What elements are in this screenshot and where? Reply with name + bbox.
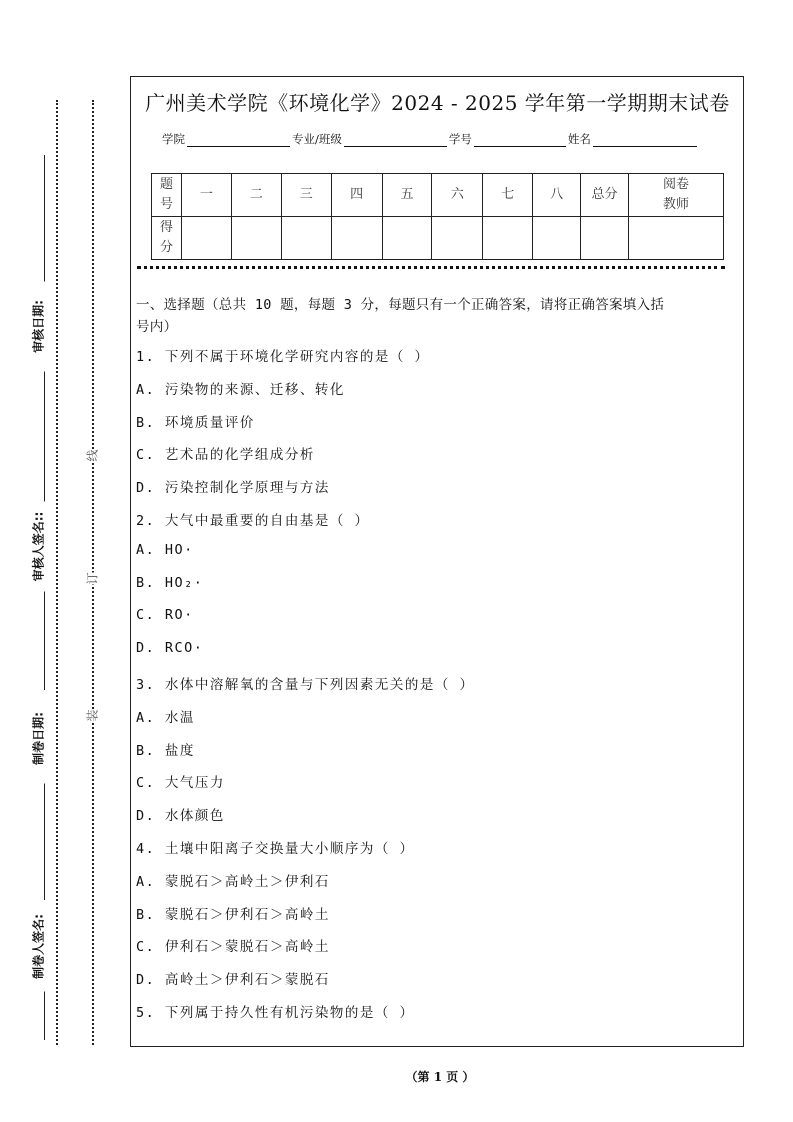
- col-header: 二: [231, 174, 281, 217]
- signature-line: [44, 155, 45, 290]
- answer-option: B. 蒙脱石＞伊利石＞高岭土: [136, 906, 330, 923]
- answer-option: C. 艺术品的化学组成分析: [136, 447, 315, 464]
- answer-option: C. 大气压力: [136, 775, 225, 792]
- col-header: 五: [382, 174, 432, 217]
- score-row: [152, 217, 724, 260]
- college-label: 学院: [162, 132, 185, 146]
- binding-mark-line: 线: [85, 449, 100, 462]
- score-table: [151, 173, 724, 260]
- binding-mark-bind: 装: [85, 709, 100, 722]
- review-date-label: 审核日期:: [30, 282, 47, 372]
- score-cell[interactable]: [281, 217, 331, 260]
- signature-line: [44, 775, 45, 900]
- student-info-row: [162, 131, 699, 147]
- college-field[interactable]: [187, 132, 290, 147]
- binding-dotted-line-outer: [56, 100, 58, 1045]
- dotted-separator: [137, 266, 725, 269]
- name-label: 姓名: [567, 132, 591, 146]
- col-header: 八: [533, 174, 581, 217]
- compile-date-label: 制卷日期:: [30, 694, 47, 784]
- signature-line: [44, 990, 45, 1040]
- answer-option: D. RCO·: [136, 640, 204, 657]
- answer-option: C. RO·: [136, 607, 194, 624]
- answer-option: A. HO·: [136, 541, 194, 558]
- answer-option: B. 盐度: [136, 742, 195, 759]
- page-number: （第 1 页 ）: [405, 1070, 475, 1084]
- major-class-field[interactable]: [344, 132, 447, 147]
- answer-option: A. 污染物的来源、迁移、转化: [136, 381, 345, 398]
- answer-option: D. 污染控制化学原理与方法: [136, 480, 330, 497]
- reviewer-signature-label: 审核人签名::: [30, 502, 47, 592]
- name-field[interactable]: [593, 132, 697, 147]
- score-cell[interactable]: [581, 217, 629, 260]
- col-header: 四: [331, 174, 382, 217]
- score-cell[interactable]: [533, 217, 581, 260]
- answer-option: B. HO₂·: [136, 574, 204, 591]
- binding-mark-staple: 订: [85, 572, 100, 585]
- col-header: 三: [281, 174, 331, 217]
- major-class-label: 专业/班级: [292, 132, 342, 146]
- row-label-score: 得分: [152, 217, 182, 260]
- row-label-question: 题号: [152, 174, 182, 217]
- answer-option: D. 水体颜色: [136, 808, 225, 825]
- score-cell[interactable]: [483, 217, 533, 260]
- score-cell[interactable]: [432, 217, 483, 260]
- score-cell[interactable]: [181, 217, 231, 260]
- student-id-field[interactable]: [474, 132, 566, 147]
- section-heading-cont: 号内）: [136, 319, 178, 335]
- answer-option: D. 高岭土＞伊利石＞蒙脱石: [136, 972, 330, 989]
- question-stem: 5. 下列属于持久性有机污染物的是（ ）: [136, 1005, 415, 1021]
- answer-option: C. 伊利石＞蒙脱石＞高岭土: [136, 939, 330, 956]
- col-header: 七: [483, 174, 533, 217]
- section-heading: 一、选择题（总共 10 题，每题 3 分，每题只有一个正确答案，请将正确答案填入括: [136, 297, 665, 313]
- student-id-label: 学号: [448, 132, 472, 146]
- signature-line: [44, 370, 45, 505]
- answer-option: A. 水温: [136, 709, 195, 726]
- col-header: 阅卷教师: [629, 174, 724, 217]
- score-cell[interactable]: [382, 217, 432, 260]
- exam-title: 广州美术学院《环境化学》2024 - 2025 学年第一学期期末试卷: [145, 91, 730, 115]
- score-cell[interactable]: [231, 217, 281, 260]
- col-header: 总分: [581, 174, 629, 217]
- signature-line: [44, 585, 45, 690]
- question-stem: 3. 水体中溶解氧的含量与下列因素无关的是（ ）: [136, 677, 475, 693]
- question-stem: 2. 大气中最重要的自由基是（ ）: [136, 513, 370, 529]
- col-header: 一: [181, 174, 231, 217]
- question-number-row: [152, 174, 724, 217]
- col-header: 六: [432, 174, 483, 217]
- answer-option: A. 蒙脱石＞高岭土＞伊利石: [136, 873, 330, 890]
- score-cell[interactable]: [331, 217, 382, 260]
- question-stem: 4. 土壤中阳离子交换量大小顺序为（ ）: [136, 841, 415, 857]
- answer-option: B. 环境质量评价: [136, 414, 255, 431]
- compiler-signature-label: 制卷人签名:: [30, 902, 47, 992]
- score-cell[interactable]: [629, 217, 724, 260]
- question-stem: 1. 下列不属于环境化学研究内容的是（ ）: [136, 349, 430, 365]
